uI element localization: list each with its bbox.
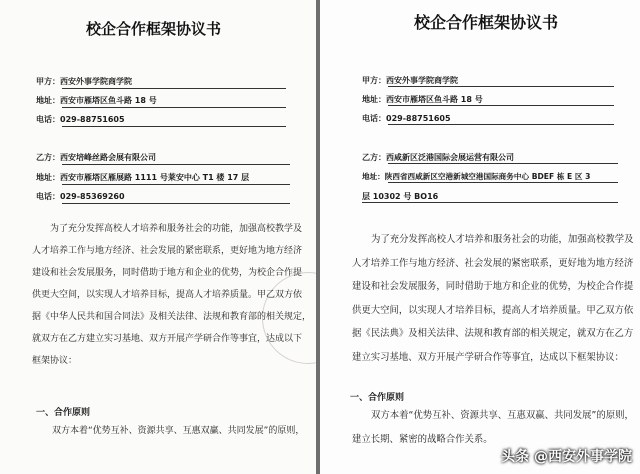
left-body-line: 就双方在乙方建立实习基地、双方开展产学研合作等事宜，达成以下 xyxy=(32,334,303,344)
left-party-b-name: 西安培峰丝路会展有限公司 xyxy=(60,153,156,162)
right-doc-title: 校企合作框架协议书 xyxy=(414,13,559,32)
left-party-b-addr-row xyxy=(36,172,249,183)
left-body-line: 据《中华人民共和国合同法》及相关法律、法规和教育部的相关规定， xyxy=(32,312,312,322)
right-body-line: 据《民法典》及相关法律、法规和教育部的相关规定，就双方在乙方 xyxy=(352,328,634,339)
right-underline xyxy=(388,105,614,106)
left-party-a-name-row xyxy=(36,76,132,87)
left-underline xyxy=(62,184,290,185)
right-underline xyxy=(388,86,614,87)
right-body-line: 建设和社会发展服务，同时借助于地方和企业的优势，为校企合作提 xyxy=(352,281,634,292)
right-party-a-tel-label: 电话： xyxy=(362,114,386,123)
left-party-b-tel: 029-85369260 xyxy=(60,192,125,201)
left-document-page xyxy=(0,0,316,474)
left-party-a-addr-label: 地址： xyxy=(36,96,60,105)
right-section-heading: 一、合作原则 xyxy=(350,393,405,403)
right-underline xyxy=(388,163,618,164)
right-party-b-addr2-row xyxy=(362,191,438,202)
right-party-a-addr-row xyxy=(362,94,483,105)
left-party-a-tel-label: 电话： xyxy=(36,115,60,124)
left-party-a-addr: 西安市雁塔区鱼斗路 18 号 xyxy=(60,96,157,105)
left-underline xyxy=(62,88,286,89)
left-party-b-label: 乙方： xyxy=(36,153,60,162)
left-doc-title: 校企合作框架协议书 xyxy=(86,20,222,38)
left-party-a-name: 西安外事学院商学院 xyxy=(60,77,132,86)
right-party-a-name: 西安外事学院商学院 xyxy=(386,76,458,85)
left-party-b-name-row xyxy=(36,152,156,163)
right-party-a-addr: 西安市雁塔区鱼斗路 18 号 xyxy=(386,95,483,104)
left-party-a-tel-row xyxy=(36,114,125,125)
right-party-b-label: 乙方： xyxy=(362,153,386,162)
left-party-b-addr-label: 地址： xyxy=(36,173,60,182)
right-section-line: 双方本着“优势互补、资源共享、互惠双赢、共同发展”的原则， xyxy=(371,410,634,421)
right-party-b-addr-label: 地址： xyxy=(362,172,385,181)
left-underline xyxy=(62,203,290,204)
right-body-line: 建立实习基地、双方开展产学研合作等事宜，达成以下框架协议： xyxy=(352,351,624,363)
right-party-a-label: 甲方： xyxy=(362,76,386,85)
right-party-b-addr-row xyxy=(362,171,590,182)
left-party-b-tel-label: 电话： xyxy=(36,192,60,201)
left-section-heading: 一、合作原则 xyxy=(36,408,91,418)
right-party-a-tel-row xyxy=(362,113,451,124)
left-body-line: 为了充分发挥高校人才培养和服务社会的功能，加强高校教学及 xyxy=(50,224,303,234)
left-party-b-tel-row xyxy=(36,191,125,202)
right-body-line: 为了充分发挥高校人才培养和服务社会的功能，加强高校教学及 xyxy=(371,234,634,245)
right-body-line: 人才培养工作与地方经济、社会发展的紧密联系，更好地为地方经济 xyxy=(352,257,634,269)
left-body-line: 框架协议： xyxy=(32,356,78,366)
right-party-a-addr-label: 地址： xyxy=(362,95,386,104)
left-body-line: 人才培养工作与地方经济、社会发展的紧密联系，更好地为地方经济 xyxy=(32,246,303,256)
left-underline xyxy=(62,107,286,108)
right-body-text xyxy=(352,228,640,369)
right-party-b-name: 西咸新区泛港国际会展运营有限公司 xyxy=(386,153,514,162)
right-underline xyxy=(362,202,618,203)
left-party-b-addr: 西安市雁塔区雁展路 1111 号莱安中心 T1 楼 17 层 xyxy=(60,173,250,182)
right-section-line: 建立长期、紧密的战略合作关系。 xyxy=(352,433,493,445)
right-document-page xyxy=(320,0,640,474)
right-underline xyxy=(388,124,614,125)
right-party-b-addr2: 层 10302 号 BO16 xyxy=(362,192,439,201)
left-underline xyxy=(62,164,290,165)
left-section-text: 双方本着“优势互补、资源共享、互惠双赢、共同发展”的原则， xyxy=(52,426,305,436)
right-body-line: 供更大空间，以实现人才培养目标，提高人才培养质量。甲乙双方依 xyxy=(352,304,634,316)
left-party-a-label: 甲方： xyxy=(36,77,60,86)
right-underline xyxy=(388,182,618,183)
left-underline xyxy=(62,126,286,127)
right-party-b-addr: 陕西省西咸新区空港新城空港国际商务中心 BDEF 栋 E 区 3 xyxy=(384,172,591,181)
right-section-text xyxy=(352,404,640,451)
right-party-b-name-row xyxy=(362,152,514,163)
right-party-a-name-row xyxy=(362,75,458,86)
left-party-a-tel: 029-88751605 xyxy=(60,115,125,124)
right-party-a-tel: 029-88751605 xyxy=(386,114,451,123)
toutiao-watermark: 头条 @西安外事学院 xyxy=(501,449,632,465)
left-body-line: 建设和社会发展服务，同时借助于地方和企业的优势，为校企合作提 xyxy=(32,268,303,278)
left-party-a-addr-row xyxy=(36,95,157,106)
left-body-line: 供更大空间，以实现人才培养目标，提高人才培养质量。甲乙双方依 xyxy=(32,290,303,300)
